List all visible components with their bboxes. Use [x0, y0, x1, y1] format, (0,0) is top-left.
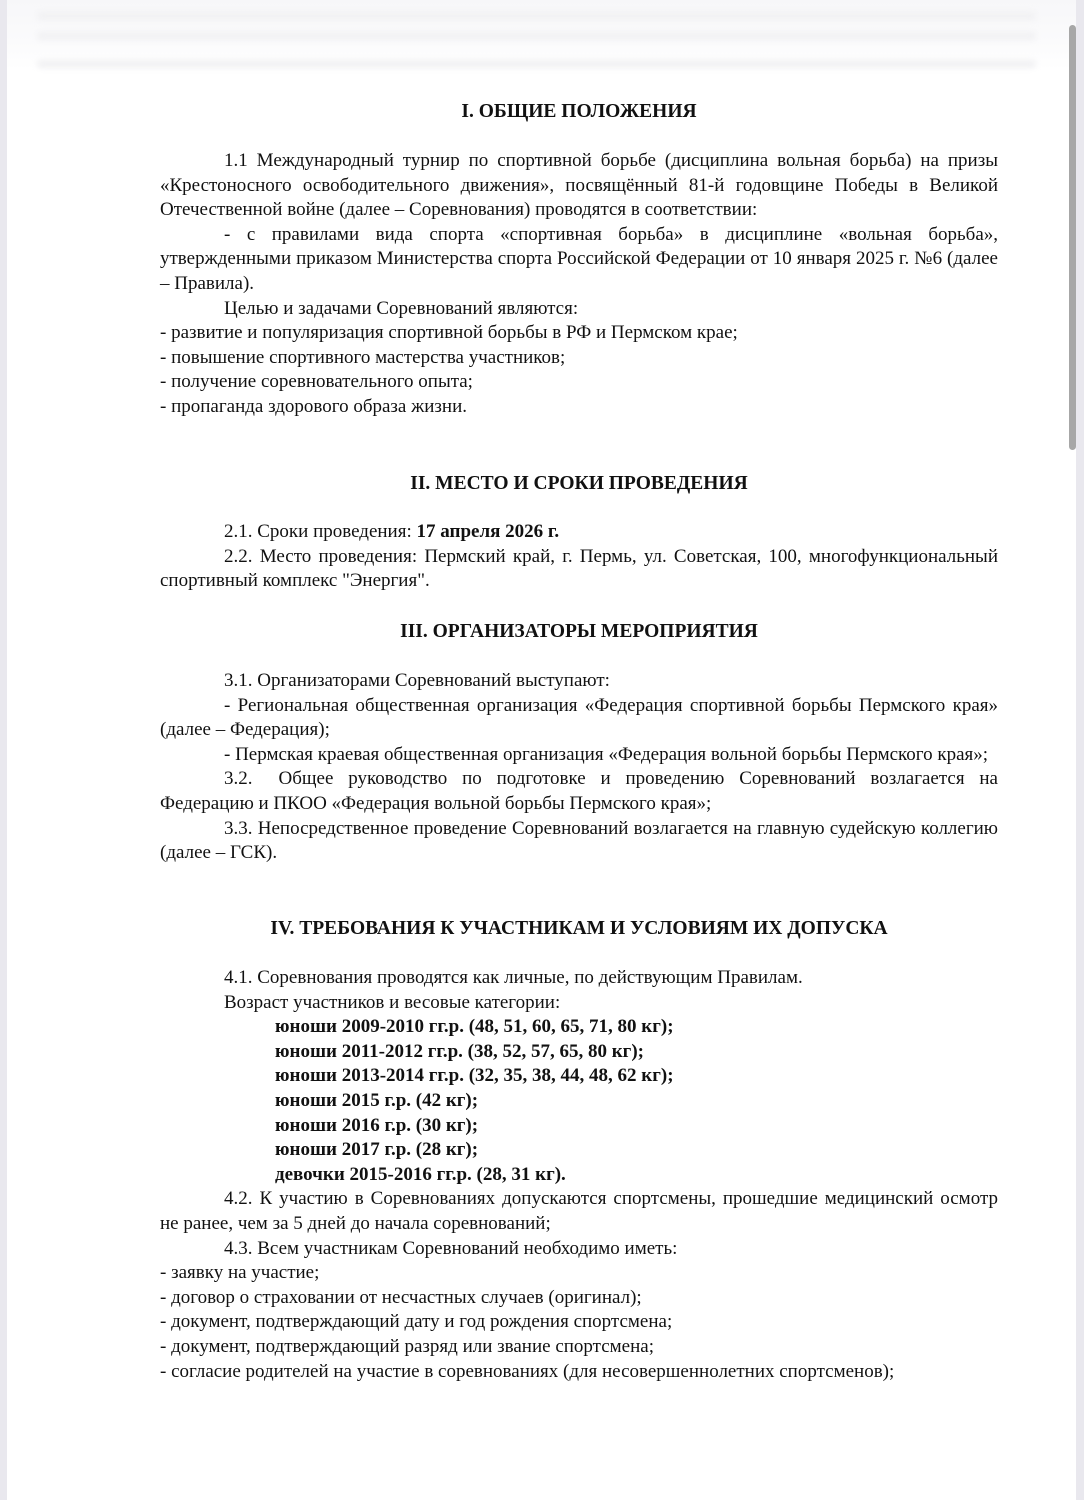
- paragraph-3-1: 3.1. Организаторами Соревнований выступают:: [224, 670, 610, 691]
- dates-label: 2.1. Сроки проведения:: [224, 521, 417, 542]
- goals-intro: Целью и задачами Соревнований являются:: [224, 297, 579, 319]
- paragraph-4-1: 4.1. Соревнования проводятся как личные, по действующим Правилам.: [224, 967, 803, 988]
- category-item: юноши 2015 г.р. (42 кг);: [275, 1089, 479, 1111]
- section-1-heading: I. ОБЩИЕ ПОЛОЖЕНИЯ: [461, 101, 697, 122]
- paragraph-3-2-text: Общее руководство по подготовке и проведению Соревнований возлагается на Федерацию и ПКОО «Федерация вольной борьбы Пермского края»;: [160, 768, 998, 814]
- category-item: юноши 2011-2012 гг.р. (38, 52, 57, 65, 80 кг);: [275, 1040, 644, 1062]
- category-item: юноши 2013-2014 гг.р. (32, 35, 38, 44, 48, 62 кг);: [275, 1065, 674, 1087]
- section-3-heading: III. ОРГАНИЗАТОРЫ МЕРОПРИЯТИЯ: [400, 621, 758, 642]
- paragraph-4-3: 4.3. Всем участникам Соревнований необходимо иметь:: [224, 1237, 678, 1259]
- goal-item: - получение соревновательного опыта;: [160, 371, 473, 393]
- paragraph-3-3: 3.3. Непосредственное проведение Соревнований возлагается на главную судейскую коллегию (далее – ГСК).: [160, 817, 998, 864]
- paragraph-2-2: 2.2. Место проведения: Пермский край, г. Пермь, ул. Советская, 100, многофункциональный спортивный комплекс "Энергия".: [160, 545, 998, 592]
- age-intro: Возраст участников и весовые категории:: [224, 991, 561, 1013]
- organizer-1: - Региональная общественная организация «Федерация спортивной борьбы Пермского края» (далее – Федерация);: [160, 694, 998, 741]
- organizer-2: - Пермская краевая общественная организация «Федерация вольной борьбы Пермского края»;: [224, 743, 989, 765]
- right-edge: [1076, 0, 1084, 1500]
- section-2-body: [160, 520, 998, 594]
- section-3-body: [160, 669, 998, 866]
- paragraph-2-1: [160, 520, 998, 545]
- section-4-body: [160, 966, 998, 1384]
- paragraph-1-1: 1.1 Международный турнир по спортивной борьбе (дисциплина вольная борьба) на призы «Крестоносного освободительного движения», посвящённый 81-й годовщине Победы в Великой Отечественной войне (далее – Соревнования) проводятся в соответствии:: [160, 150, 998, 221]
- document-item: - заявку на участие;: [160, 1262, 320, 1284]
- document-item: - документ, подтверждающий дату и год рождения спортсмена;: [160, 1311, 673, 1333]
- goal-item: - развитие и популяризация спортивной борьбы в РФ и Пермском крае;: [160, 322, 738, 344]
- top-blur-overlay: [7, 0, 1076, 70]
- section-4-heading: IV. ТРЕБОВАНИЯ К УЧАСТНИКАМ И УСЛОВИЯМ ИХ ДОПУСКА: [270, 918, 888, 939]
- goal-item: - повышение спортивного мастерства участников;: [160, 346, 566, 368]
- category-item: девочки 2015-2016 гг.р. (28, 31 кг).: [275, 1163, 566, 1185]
- vertical-scrollbar-thumb[interactable]: [1069, 25, 1076, 450]
- section-2-heading: II. МЕСТО И СРОКИ ПРОВЕДЕНИЯ: [410, 473, 748, 494]
- document-item: - согласие родителей на участие в соревнованиях (для несовершеннолетних спортсменов);: [160, 1360, 895, 1382]
- category-item: юноши 2009-2010 гг.р. (48, 51, 60, 65, 71, 80 кг);: [275, 1016, 674, 1038]
- paragraph-3-2: [160, 767, 998, 816]
- paragraph-4-2: 4.2. К участию в Соревнованиях допускаются спортсмены, прошедшие медицинский осмотр не ранее, чем за 5 дней до начала соревнований;: [160, 1188, 998, 1234]
- category-item: юноши 2017 г.р. (28 кг);: [275, 1139, 479, 1161]
- document-item: - документ, подтверждающий разряд или звание спортсмена;: [160, 1335, 654, 1357]
- category-item: юноши 2016 г.р. (30 кг);: [275, 1114, 479, 1136]
- section-1-body: [160, 149, 998, 420]
- paragraph-rules: - с правилами вида спорта «спортивная борьба» в дисциплине «вольная борьба», утвержденными приказом Министерства спорта Российской Федерации от 10 января 2025 г. №6 (далее – Правила).: [160, 223, 998, 294]
- paragraph-3-2-number: 3.2.: [224, 768, 253, 790]
- document-item: - договор о страховании от несчастных случаев (оригинал);: [160, 1286, 642, 1308]
- goal-item: - пропаганда здорового образа жизни.: [160, 395, 468, 417]
- event-date: 17 апреля 2026 г.: [416, 521, 560, 542]
- left-edge: [0, 0, 7, 1500]
